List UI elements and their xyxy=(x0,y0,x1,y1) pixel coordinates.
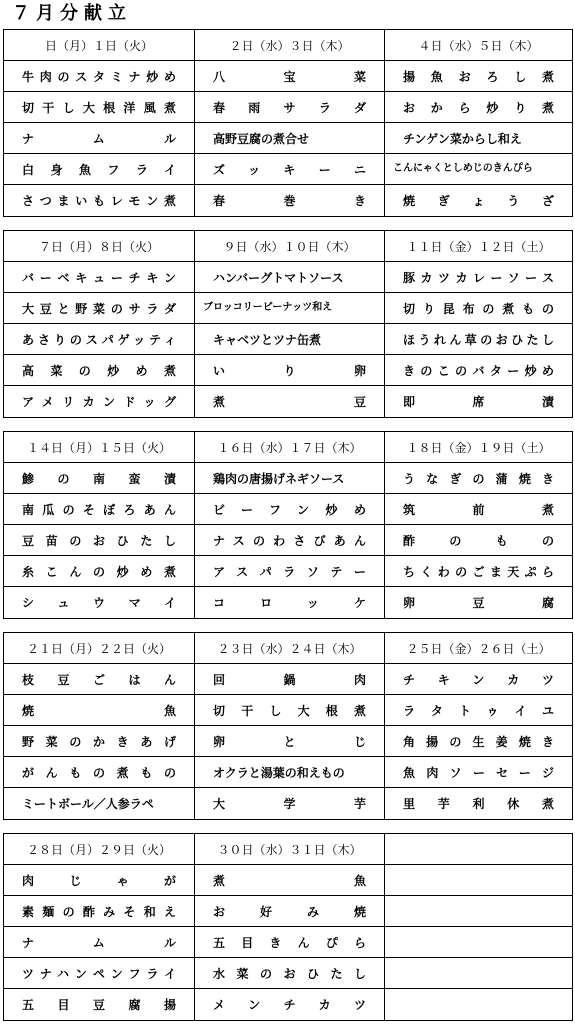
dish-name: チンゲン菜からし和え xyxy=(403,131,522,146)
menu-cell xyxy=(4,386,195,417)
menu-cell xyxy=(385,865,572,896)
dish-name: 白身魚フライ xyxy=(22,162,176,177)
day-header: ７日（月）８日（火） xyxy=(4,231,195,262)
menu-cell xyxy=(4,587,195,618)
dish-name: 卵豆腐 xyxy=(403,596,554,610)
dish-name: 魚肉ソーセージ xyxy=(403,765,554,780)
dish-name: 煮豆 xyxy=(213,395,366,409)
dish-name: 焼ぎょうざ xyxy=(403,194,554,208)
menu-cell xyxy=(195,262,385,293)
menu-cell xyxy=(385,262,572,293)
dish-name: 角揚の生姜焼き xyxy=(403,734,554,749)
menu-cell xyxy=(195,989,385,1020)
dish-name: 煮魚 xyxy=(213,873,366,888)
dish-name: 酢のもの xyxy=(403,533,554,548)
dish-name: ほうれん草のおひたし xyxy=(403,332,554,347)
dish-name: ビーフン炒め xyxy=(213,502,366,517)
dish-name: 豆苗のおひたし xyxy=(22,533,176,548)
dish-name: 大学芋 xyxy=(213,797,366,811)
dish-name: シュウマイ xyxy=(22,596,176,610)
dish-name: 切干し大根洋風煮 xyxy=(22,100,176,115)
dish-name: 即席漬 xyxy=(403,395,554,409)
menu-cell xyxy=(195,386,385,417)
menu-cell xyxy=(385,695,572,726)
menu-cell xyxy=(385,664,572,695)
dish-name: ハンバーグトマトソース xyxy=(213,270,344,285)
menu-cell xyxy=(4,262,195,293)
menu-cell xyxy=(4,61,195,92)
day-header: ９日（水）１０日（木） xyxy=(195,231,385,262)
dish-name: おから炒り煮 xyxy=(403,100,554,115)
dish-name: アメリカンドッグ xyxy=(22,395,176,409)
dish-name: ラタトゥイユ xyxy=(403,703,554,718)
menu-cell xyxy=(195,927,385,958)
menu-cell xyxy=(195,865,385,896)
dish-name: 鯵の南蛮漬 xyxy=(22,471,176,486)
dish-name: 揚魚おろし煮 xyxy=(403,69,554,84)
menu-cell xyxy=(385,587,572,618)
dish-name: チキンカツ xyxy=(403,672,554,687)
menu-cell xyxy=(4,355,195,386)
menu-cell xyxy=(4,494,195,525)
dish-name: 南瓜のそぼろあん xyxy=(22,502,176,517)
dish-name: 八宝菜 xyxy=(213,69,366,84)
menu-cell xyxy=(195,494,385,525)
dish-name: 里芋利休煮 xyxy=(403,797,554,811)
menu-cell xyxy=(195,525,385,556)
menu-cell xyxy=(385,726,572,757)
day-header: ２１日（月）２２日（火） xyxy=(4,633,195,664)
dish-name: ズッキーニ xyxy=(213,162,366,177)
dish-name: うなぎの蒲焼き xyxy=(403,471,554,486)
dish-name: 野菜のかきあげ xyxy=(22,734,176,749)
dish-name: 鶏肉の唐揚げネギソース xyxy=(213,471,345,486)
menu-cell xyxy=(4,293,195,324)
dish-name: あさりのスパゲッティ xyxy=(22,332,176,347)
menu-cell xyxy=(385,463,572,494)
dish-name: アスパラソテー xyxy=(213,564,366,579)
menu-cell xyxy=(4,958,195,989)
dish-name: 筑前煮 xyxy=(403,502,554,517)
dish-name: さつまいもレモン煮 xyxy=(22,194,176,208)
dish-name: コロッケ xyxy=(213,596,366,610)
dish-name: 豚カツカレーソース xyxy=(403,270,554,285)
dish-name: 素麺の酢みそ和え xyxy=(22,904,176,919)
dish-name: 高野豆腐の煮合せ xyxy=(213,131,310,146)
menu-cell xyxy=(4,154,195,185)
dish-name: 五目きんぴら xyxy=(213,935,366,950)
menu-cell xyxy=(4,664,195,695)
menu-cell xyxy=(385,61,572,92)
day-header: 日（月）１日（火） xyxy=(4,30,195,61)
dish-name: 回鍋肉 xyxy=(213,672,366,687)
menu-cell xyxy=(195,92,385,123)
menu-cell xyxy=(4,123,195,154)
menu-cell xyxy=(4,556,195,587)
menu-cell xyxy=(195,123,385,154)
dish-name: 枝豆ごはん xyxy=(22,672,176,687)
menu-cell xyxy=(195,293,385,324)
dish-name: 糸こんの炒め煮 xyxy=(22,564,176,579)
menu-cell xyxy=(195,664,385,695)
menu-cell xyxy=(385,123,572,154)
menu-cell xyxy=(195,896,385,927)
week-table xyxy=(3,632,573,820)
menu-cell xyxy=(195,695,385,726)
menu-cell xyxy=(4,695,195,726)
menu-cell xyxy=(195,185,385,216)
menu-cell xyxy=(4,989,195,1020)
day-header: ４日（水）５日（木） xyxy=(385,30,572,61)
day-header: ２３日（水）２４日（木） xyxy=(195,633,385,664)
day-header: ３０日（水）３１日（木） xyxy=(195,834,385,865)
menu-cell xyxy=(385,293,572,324)
menu-cell xyxy=(195,757,385,788)
dish-name: お好み焼 xyxy=(213,904,366,919)
menu-cell xyxy=(385,494,572,525)
week-table xyxy=(3,833,573,1021)
menu-cell xyxy=(4,865,195,896)
dish-name: 焼魚 xyxy=(22,703,176,718)
menu-cell xyxy=(385,92,572,123)
menu-cell xyxy=(385,386,572,417)
dish-name: ブロッコリーピーナッツ和え xyxy=(203,302,333,313)
day-header: ２５日（金）２６日（土） xyxy=(385,633,572,664)
dish-name: ミートボール／人参ラペ xyxy=(22,797,154,811)
menu-cell xyxy=(4,757,195,788)
menu-cell xyxy=(195,61,385,92)
menu-cell xyxy=(385,958,572,989)
menu-cell xyxy=(195,154,385,185)
menu-cell xyxy=(195,958,385,989)
menu-cell xyxy=(385,525,572,556)
menu-cell xyxy=(385,556,572,587)
dish-name: メンチカツ xyxy=(213,998,366,1012)
dish-name: きのこのバター炒め xyxy=(403,363,554,378)
menu-cell xyxy=(4,788,195,819)
dish-name: 水菜のおひたし xyxy=(213,966,366,981)
menu-cell xyxy=(385,927,572,958)
dish-name: ちくわのごま天ぷら xyxy=(403,564,554,579)
menu-cell xyxy=(195,726,385,757)
menu-cell xyxy=(4,92,195,123)
menu-cell xyxy=(385,896,572,927)
day-header: ２８日（月）２９日（火） xyxy=(4,834,195,865)
menu-cell xyxy=(4,463,195,494)
week-table xyxy=(3,230,573,418)
menu-cell xyxy=(385,989,572,1020)
menu-cell xyxy=(385,788,572,819)
day-header: １８日（金）１９日（土） xyxy=(385,432,572,463)
menu-cell xyxy=(195,324,385,355)
dish-name: ナムル xyxy=(22,131,176,146)
dish-name: 高菜の炒め煮 xyxy=(22,363,176,378)
dish-name: 肉じゃが xyxy=(22,873,176,888)
menu-cell xyxy=(385,185,572,216)
dish-name: 五目豆腐揚 xyxy=(22,998,176,1012)
menu-cell xyxy=(195,355,385,386)
dish-name: オクラと湯葉の和えもの xyxy=(213,765,345,780)
day-header: １１日（金）１２日（土） xyxy=(385,231,572,262)
menu-cell xyxy=(4,726,195,757)
day-header: ２日（水）３日（木） xyxy=(195,30,385,61)
day-header xyxy=(385,834,572,865)
dish-name: 春雨サラダ xyxy=(213,100,366,115)
menu-cell xyxy=(385,355,572,386)
dish-name: がんもの煮もの xyxy=(22,765,176,780)
dish-name: ナムル xyxy=(22,935,176,950)
menu-cell xyxy=(195,587,385,618)
dish-name: バーベキューチキン xyxy=(22,270,176,285)
dish-name: ナスのわさびあん xyxy=(213,533,366,548)
menu-cell xyxy=(4,927,195,958)
menu-cell xyxy=(4,185,195,216)
menu-cell xyxy=(4,896,195,927)
day-header: １６日（水）１７日（木） xyxy=(195,432,385,463)
dish-name: キャベツとツナ缶煮 xyxy=(213,332,322,347)
menu-cell xyxy=(385,757,572,788)
menu-cell xyxy=(385,324,572,355)
menu-cell xyxy=(195,556,385,587)
dish-name: 卵とじ xyxy=(213,734,366,749)
dish-name: こんにゃくとしめじのきんぴら xyxy=(393,163,533,174)
menu-cell xyxy=(4,525,195,556)
menu-cell xyxy=(4,324,195,355)
menu-cell xyxy=(195,463,385,494)
dish-name: 春巻き xyxy=(213,194,366,208)
week-table xyxy=(3,29,573,217)
dish-name: 牛肉のスタミナ炒め xyxy=(22,69,176,84)
dish-name: いり卵 xyxy=(213,363,366,378)
dish-name: 切干し大根煮 xyxy=(213,703,366,718)
dish-name: 切り昆布の煮もの xyxy=(403,301,554,316)
week-table xyxy=(3,431,573,619)
menu-cell xyxy=(385,154,572,185)
dish-name: ツナハンペンフライ xyxy=(22,966,176,981)
page-title: ７月分献立 xyxy=(12,3,132,24)
dish-name: 大豆と野菜のサラダ xyxy=(22,301,176,316)
day-header: １４日（月）１５日（火） xyxy=(4,432,195,463)
menu-cell xyxy=(195,788,385,819)
